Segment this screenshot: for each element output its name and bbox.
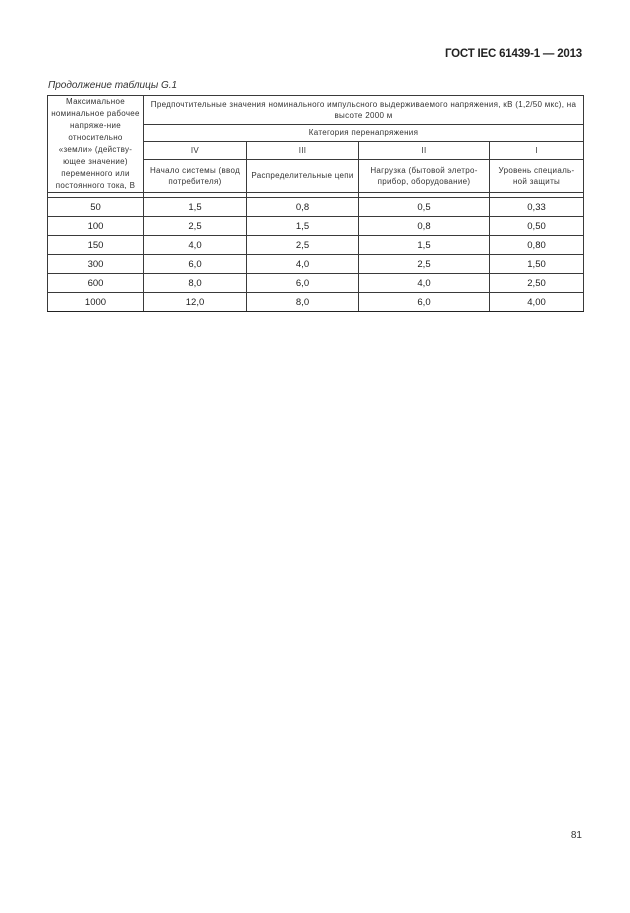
value-cell-ii: 0,8 [359, 217, 490, 236]
value-cell-i: 0,80 [490, 236, 584, 255]
value-cell-ii: 4,0 [359, 274, 490, 293]
category-i: I [490, 141, 584, 159]
category-iii: III [247, 141, 359, 159]
table-row [48, 198, 584, 217]
value-cell-iv: 1,5 [144, 198, 247, 217]
value-cell-iii: 4,0 [247, 255, 359, 274]
value-cell-iii: 2,5 [247, 236, 359, 255]
category-iv-description: Начало системы (ввод потребителя) [144, 159, 247, 192]
category-iii-description: Распределительные цепи [247, 159, 359, 192]
table-body [48, 198, 584, 312]
page-number: 81 [570, 830, 582, 841]
voltage-column-header: Максимальное номинальное рабочее напряже-ние относительно «земли» (действу-ющее значение) переменного или постоянного тока, В [48, 96, 144, 193]
category-iv: IV [144, 141, 247, 159]
voltage-cell: 150 [48, 236, 144, 255]
table-caption: Продолжение таблицы G.1 [48, 80, 178, 91]
table-row [48, 236, 584, 255]
category-ii-description: Нагрузка (бытовой элетро-прибор, оборудование) [359, 159, 490, 192]
value-cell-i: 4,00 [490, 293, 584, 312]
table-header [48, 96, 584, 193]
value-cell-ii: 0,5 [359, 198, 490, 217]
value-cell-i: 0,50 [490, 217, 584, 236]
voltage-cell: 100 [48, 217, 144, 236]
value-cell-ii: 6,0 [359, 293, 490, 312]
standard-designation: ГОСТ IEC 61439-1 — 2013 [445, 48, 582, 60]
impulse-voltage-header: Предпочтительные значения номинального импульсного выдерживаемого напряжения, кВ (1,2/50 мкс), на высоте 2000 м [144, 96, 584, 125]
value-cell-iii: 6,0 [247, 274, 359, 293]
table-row [48, 255, 584, 274]
value-cell-i: 0,33 [490, 198, 584, 217]
value-cell-iv: 12,0 [144, 293, 247, 312]
value-cell-i: 2,50 [490, 274, 584, 293]
value-cell-iii: 1,5 [247, 217, 359, 236]
overvoltage-category-header: Категория перенапряжения [144, 124, 584, 141]
value-cell-ii: 2,5 [359, 255, 490, 274]
category-i-description: Уровень специаль-ной защиты [490, 159, 584, 192]
voltage-cell: 1000 [48, 293, 144, 312]
voltage-cell: 50 [48, 198, 144, 217]
voltage-cell: 300 [48, 255, 144, 274]
value-cell-ii: 1,5 [359, 236, 490, 255]
voltage-cell: 600 [48, 274, 144, 293]
table-row [48, 217, 584, 236]
value-cell-iv: 6,0 [144, 255, 247, 274]
table-row [48, 274, 584, 293]
value-cell-i: 1,50 [490, 255, 584, 274]
voltage-table [47, 95, 584, 312]
value-cell-iii: 0,8 [247, 198, 359, 217]
table-row [48, 293, 584, 312]
value-cell-iv: 4,0 [144, 236, 247, 255]
category-ii: II [359, 141, 490, 159]
value-cell-iv: 8,0 [144, 274, 247, 293]
value-cell-iii: 8,0 [247, 293, 359, 312]
value-cell-iv: 2,5 [144, 217, 247, 236]
